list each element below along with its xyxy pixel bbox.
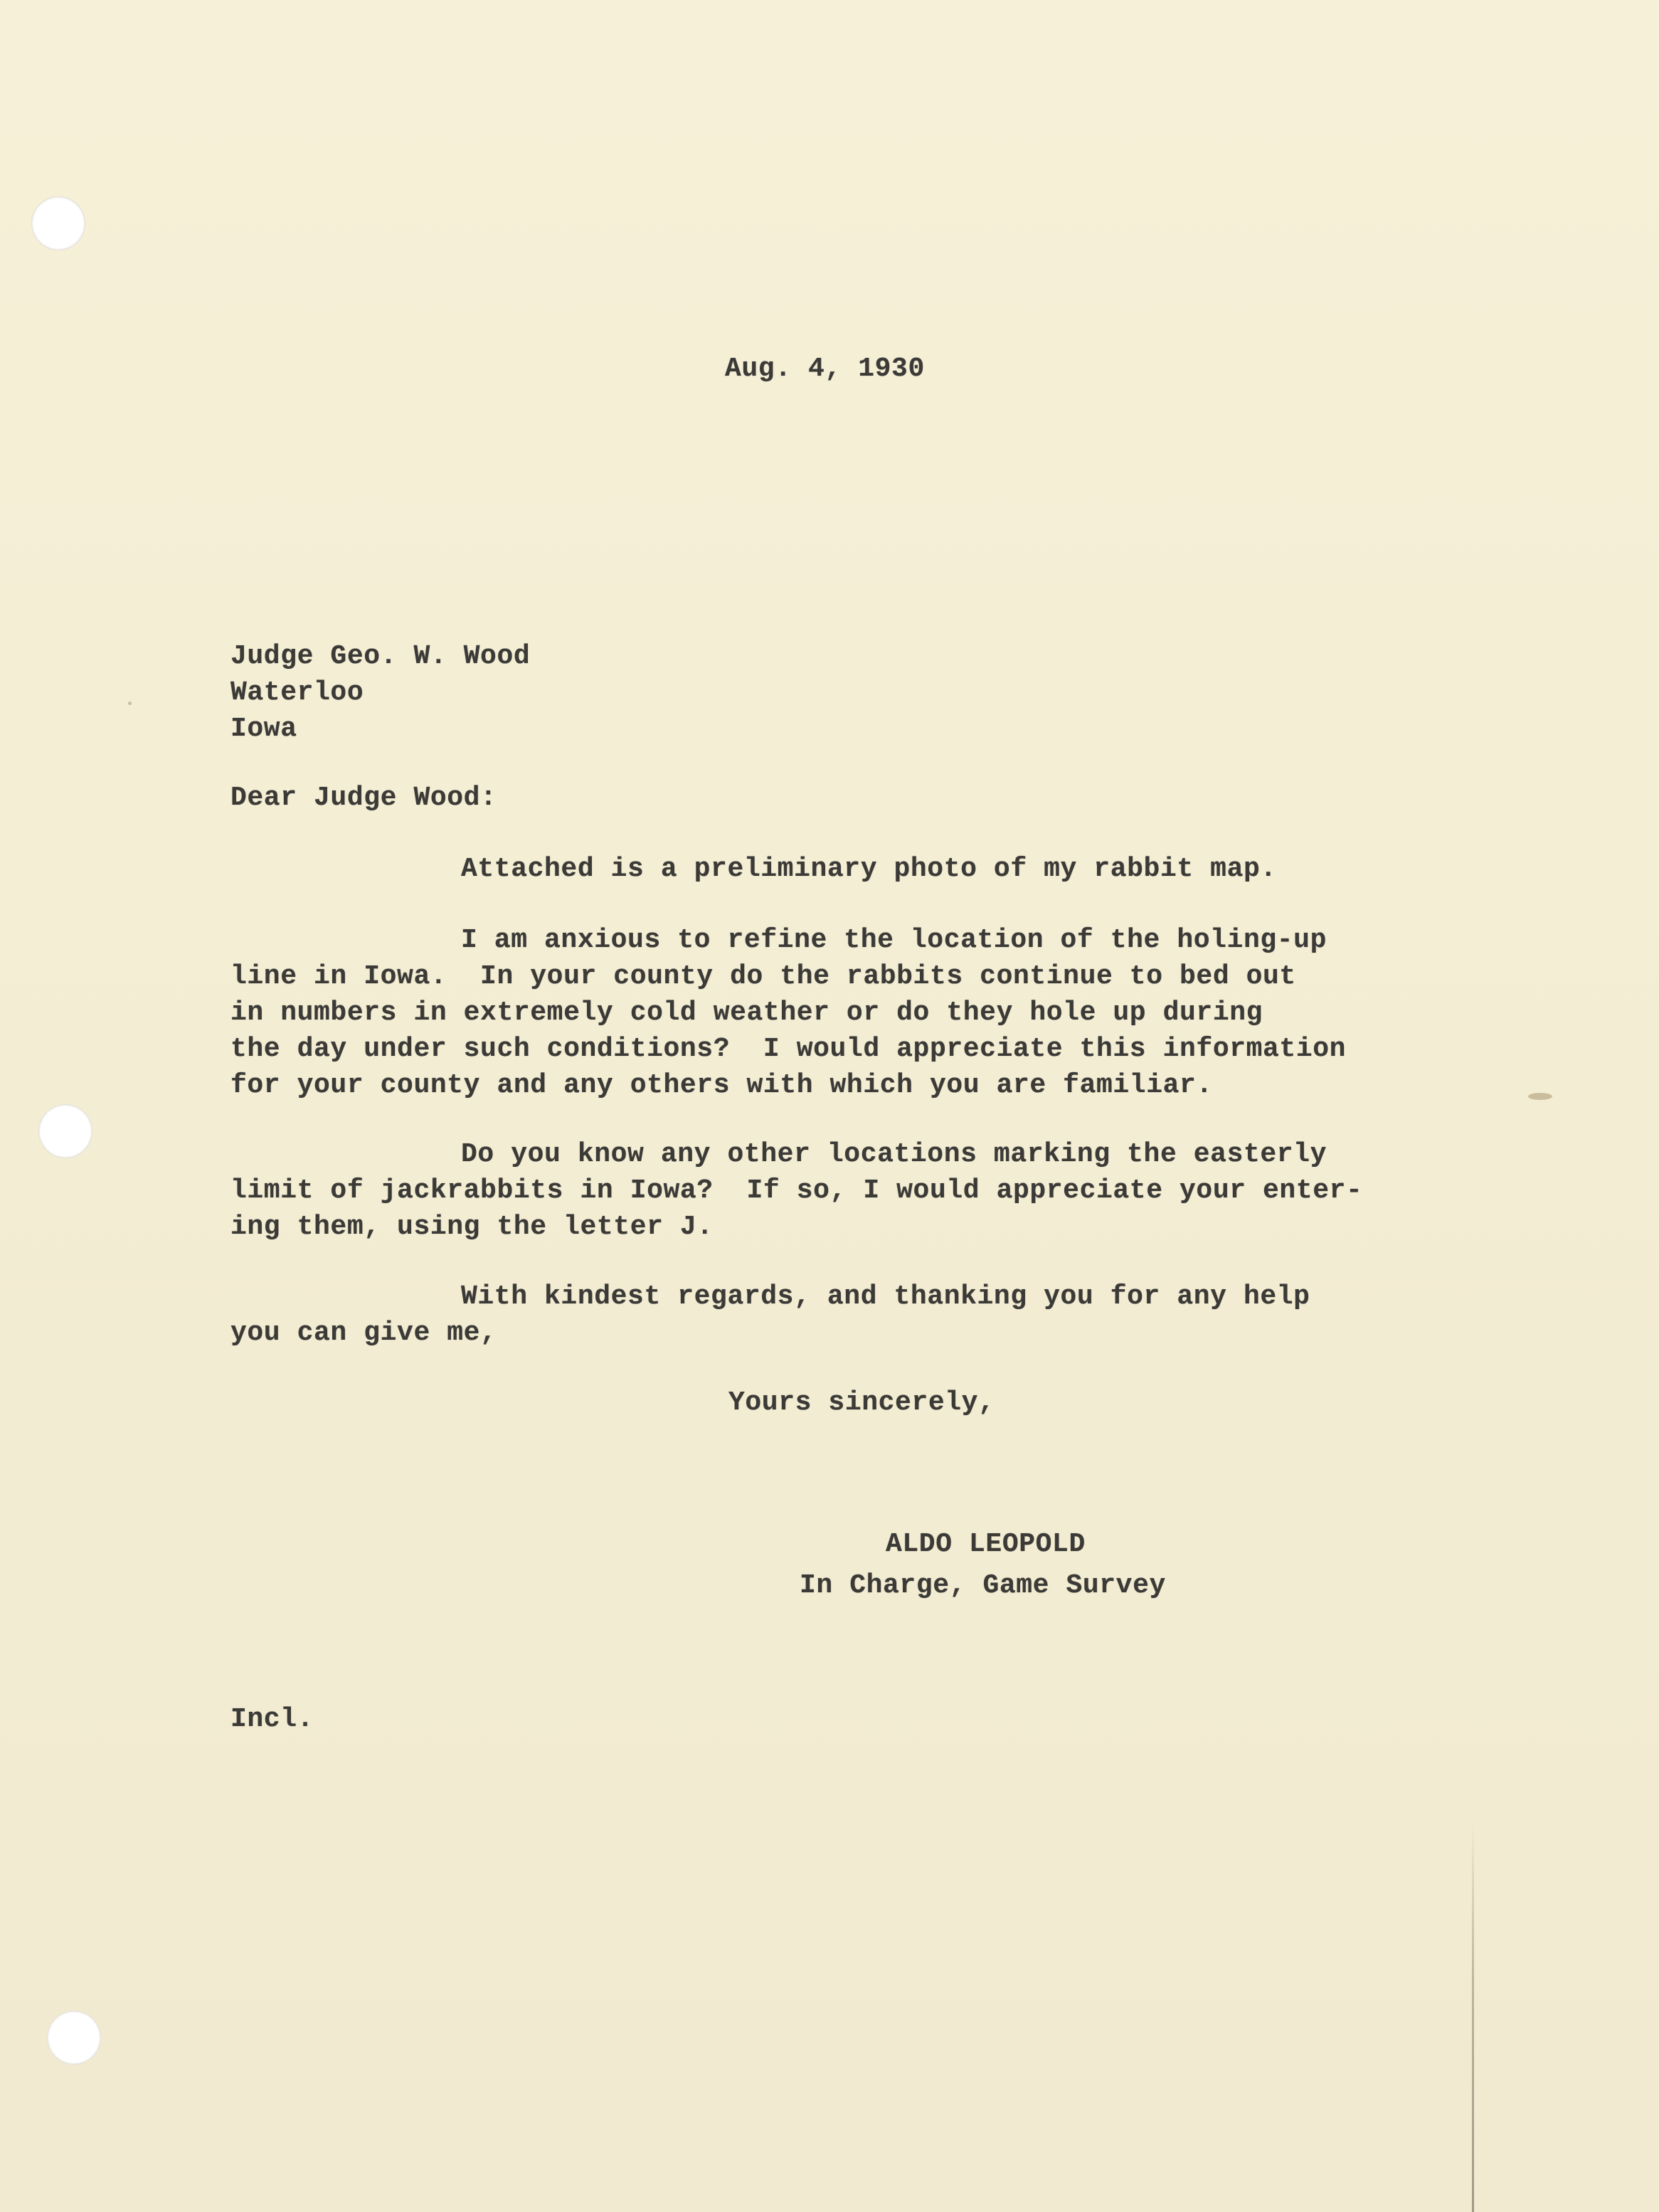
salutation: Dear Judge Wood: <box>230 783 497 813</box>
paragraph-2-line: line in Iowa. In your county do the rabbits continue to bed out <box>230 961 1296 992</box>
paragraph-2-line: for your county and any others with which you are familiar. <box>230 1070 1213 1101</box>
signature-title: In Charge, Game Survey <box>800 1570 1166 1601</box>
punch-hole-middle <box>38 1104 92 1158</box>
paragraph-4-line: With kindest regards, and thanking you for any help <box>461 1281 1310 1312</box>
paper-crease <box>1472 1821 1474 2212</box>
paragraph-2-line: in numbers in extremely cold weather or do they hole up during <box>230 997 1263 1028</box>
paragraph-3-line: ing them, using the letter J. <box>230 1212 714 1242</box>
recipient-name: Judge Geo. W. Wood <box>230 641 531 672</box>
paragraph-3-line: limit of jackrabbits in Iowa? If so, I would appreciate your enter- <box>230 1175 1363 1206</box>
punch-hole-top <box>31 196 85 250</box>
recipient-city: Waterloo <box>230 677 364 708</box>
enclosure-note: Incl. <box>230 1704 314 1735</box>
punch-hole-bottom <box>47 2011 101 2065</box>
paragraph-3-line: Do you know any other locations marking the easterly <box>461 1139 1327 1170</box>
recipient-state: Iowa <box>230 714 297 744</box>
signature-name: ALDO LEOPOLD <box>886 1529 1086 1560</box>
paragraph-4-line: you can give me, <box>230 1318 497 1348</box>
paragraph-2-line: the day under such conditions? I would appreciate this information <box>230 1034 1347 1064</box>
paragraph-1-line: Attached is a preliminary photo of my rabbit map. <box>461 854 1277 884</box>
paragraph-2-line: I am anxious to refine the location of the holing-up <box>461 925 1327 956</box>
letter-date: Aug. 4, 1930 <box>725 354 925 384</box>
closing: Yours sincerely, <box>728 1387 995 1418</box>
paper-speck <box>1528 1093 1552 1100</box>
paper-speck <box>128 702 132 705</box>
